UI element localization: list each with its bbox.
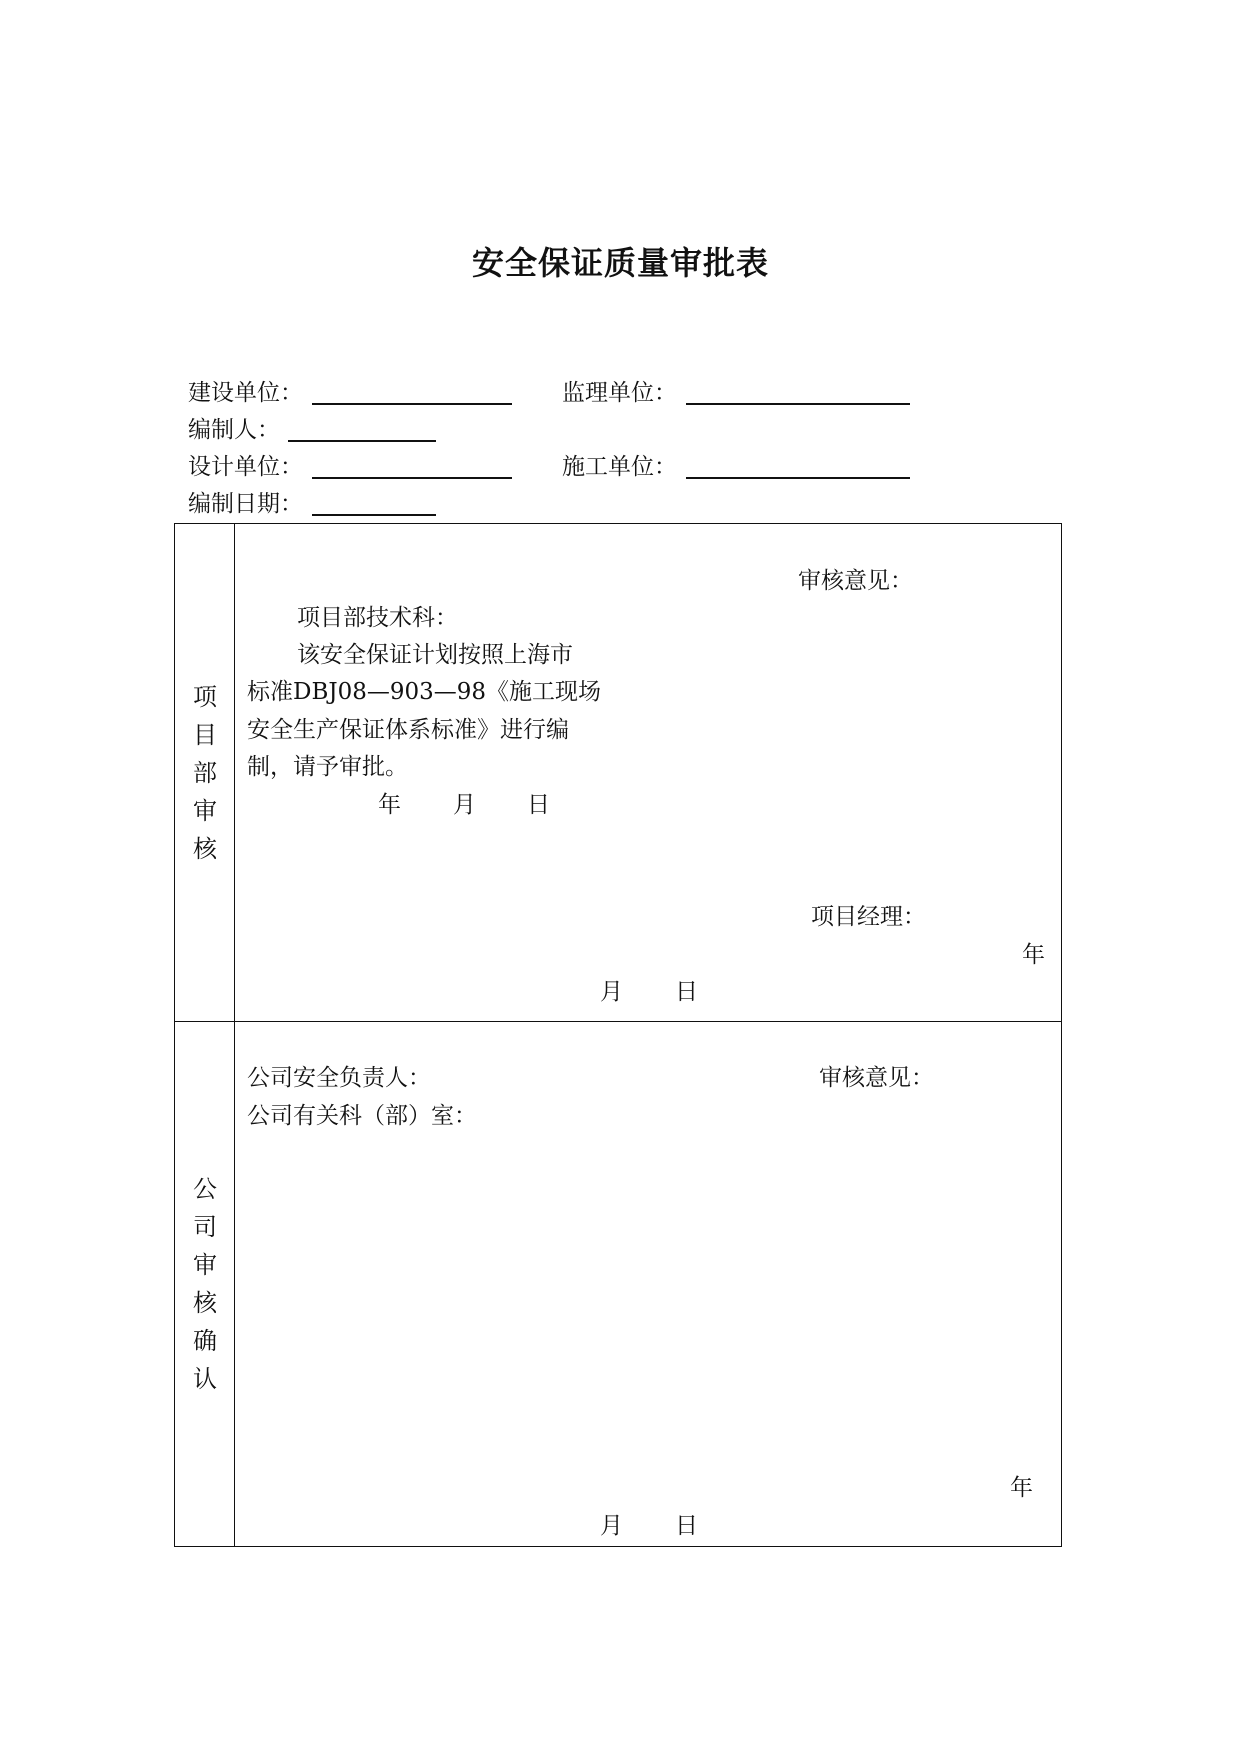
tech-dept-label: 项目部技术科： (297, 605, 458, 631)
compile-date-label: 编制日期： (188, 491, 303, 517)
manager-sign-month: 月 (600, 979, 623, 1005)
company-dept-label: 公司有关科（部）室： (247, 1103, 477, 1129)
page-title: 安全保证质量审批表 (471, 244, 769, 282)
project-manager-label: 项目经理： (811, 904, 926, 930)
project-review-opinion-label: 审核意见： (798, 568, 913, 594)
construction-unit-label: 建设单位： (188, 380, 303, 406)
tech-dept-date-month: 月 (453, 792, 476, 818)
manager-sign-year: 年 (1022, 942, 1045, 968)
tech-dept-date-year: 年 (378, 792, 401, 818)
table-border-bottom (174, 1546, 1062, 1547)
company-safety-head-label: 公司安全负责人： (247, 1065, 431, 1091)
company-sign-day: 日 (675, 1513, 698, 1539)
body-line-2: 标准DBJ08—903—98《施工现场 (247, 679, 601, 705)
construction-unit-field[interactable] (312, 403, 512, 405)
company-sign-month: 月 (600, 1513, 623, 1539)
compiler-label: 编制人： (188, 417, 280, 443)
company-review-opinion-label: 审核意见： (819, 1065, 934, 1091)
manager-sign-day: 日 (675, 979, 698, 1005)
supervision-unit-field[interactable] (686, 403, 910, 405)
contractor-unit-label: 施工单位： (562, 454, 677, 480)
design-unit-field[interactable] (312, 477, 512, 479)
body-line-1: 该安全保证计划按照上海市 (297, 642, 573, 668)
table-border-right (1061, 523, 1062, 1547)
body-line-3: 安全生产保证体系标准》进行编 (247, 717, 569, 743)
body-line-4: 制，请予审批。 (247, 754, 408, 780)
compiler-field[interactable] (288, 440, 436, 442)
tech-dept-date-day: 日 (527, 792, 550, 818)
table-row-divider (174, 1021, 1062, 1022)
design-unit-label: 设计单位： (188, 454, 303, 480)
project-review-side-label: 项 目 部 审 核 (193, 683, 217, 863)
company-sign-year: 年 (1010, 1475, 1033, 1501)
supervision-unit-label: 监理单位： (562, 380, 677, 406)
contractor-unit-field[interactable] (686, 477, 910, 479)
company-review-side-label: 公 司 审 核 确 认 (193, 1175, 217, 1393)
compile-date-field[interactable] (312, 514, 436, 516)
table-border-top (174, 523, 1062, 524)
